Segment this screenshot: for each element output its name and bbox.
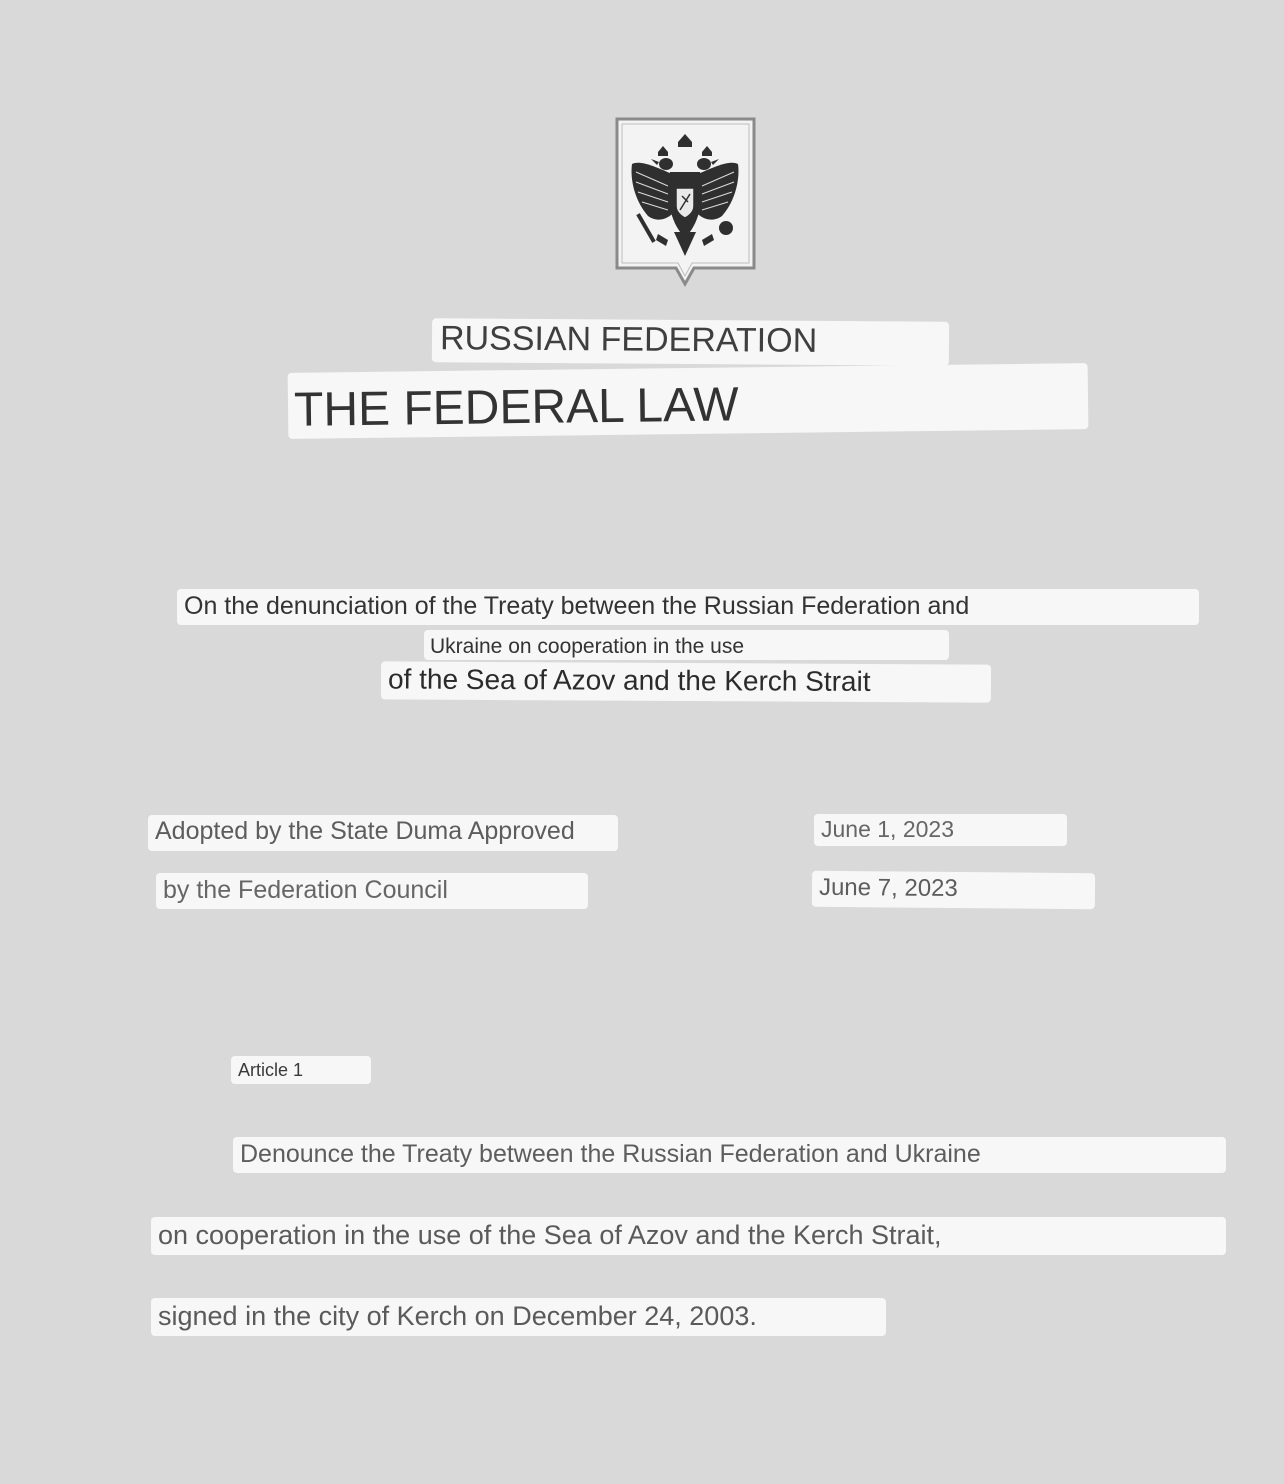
article-text-line-3: signed in the city of Kerch on December 24, 2003. — [151, 1298, 886, 1336]
law-type-title: THE FEDERAL LAW — [288, 363, 1089, 439]
duma-adoption-date: June 1, 2023 — [814, 814, 1067, 846]
article-text-line-2: on cooperation in the use of the Sea of Azov and the Kerch Strait, — [151, 1217, 1226, 1255]
article-text-line-1: Denounce the Treaty between the Russian Federation and Ukraine — [233, 1137, 1226, 1173]
law-subject-line-2: Ukraine on cooperation in the use — [424, 630, 949, 660]
council-approval-date: June 7, 2023 — [812, 871, 1095, 909]
article-heading: Article 1 — [231, 1056, 371, 1084]
double-headed-eagle-icon — [614, 116, 758, 288]
council-approval-label: by the Federation Council — [156, 873, 588, 909]
country-title: RUSSIAN FEDERATION — [432, 318, 949, 366]
law-subject-line-3: of the Sea of Azov and the Kerch Strait — [381, 661, 991, 702]
law-subject-line-1: On the denunciation of the Treaty between the Russian Federation and — [177, 589, 1199, 625]
duma-adoption-label: Adopted by the State Duma Approved — [148, 815, 618, 851]
